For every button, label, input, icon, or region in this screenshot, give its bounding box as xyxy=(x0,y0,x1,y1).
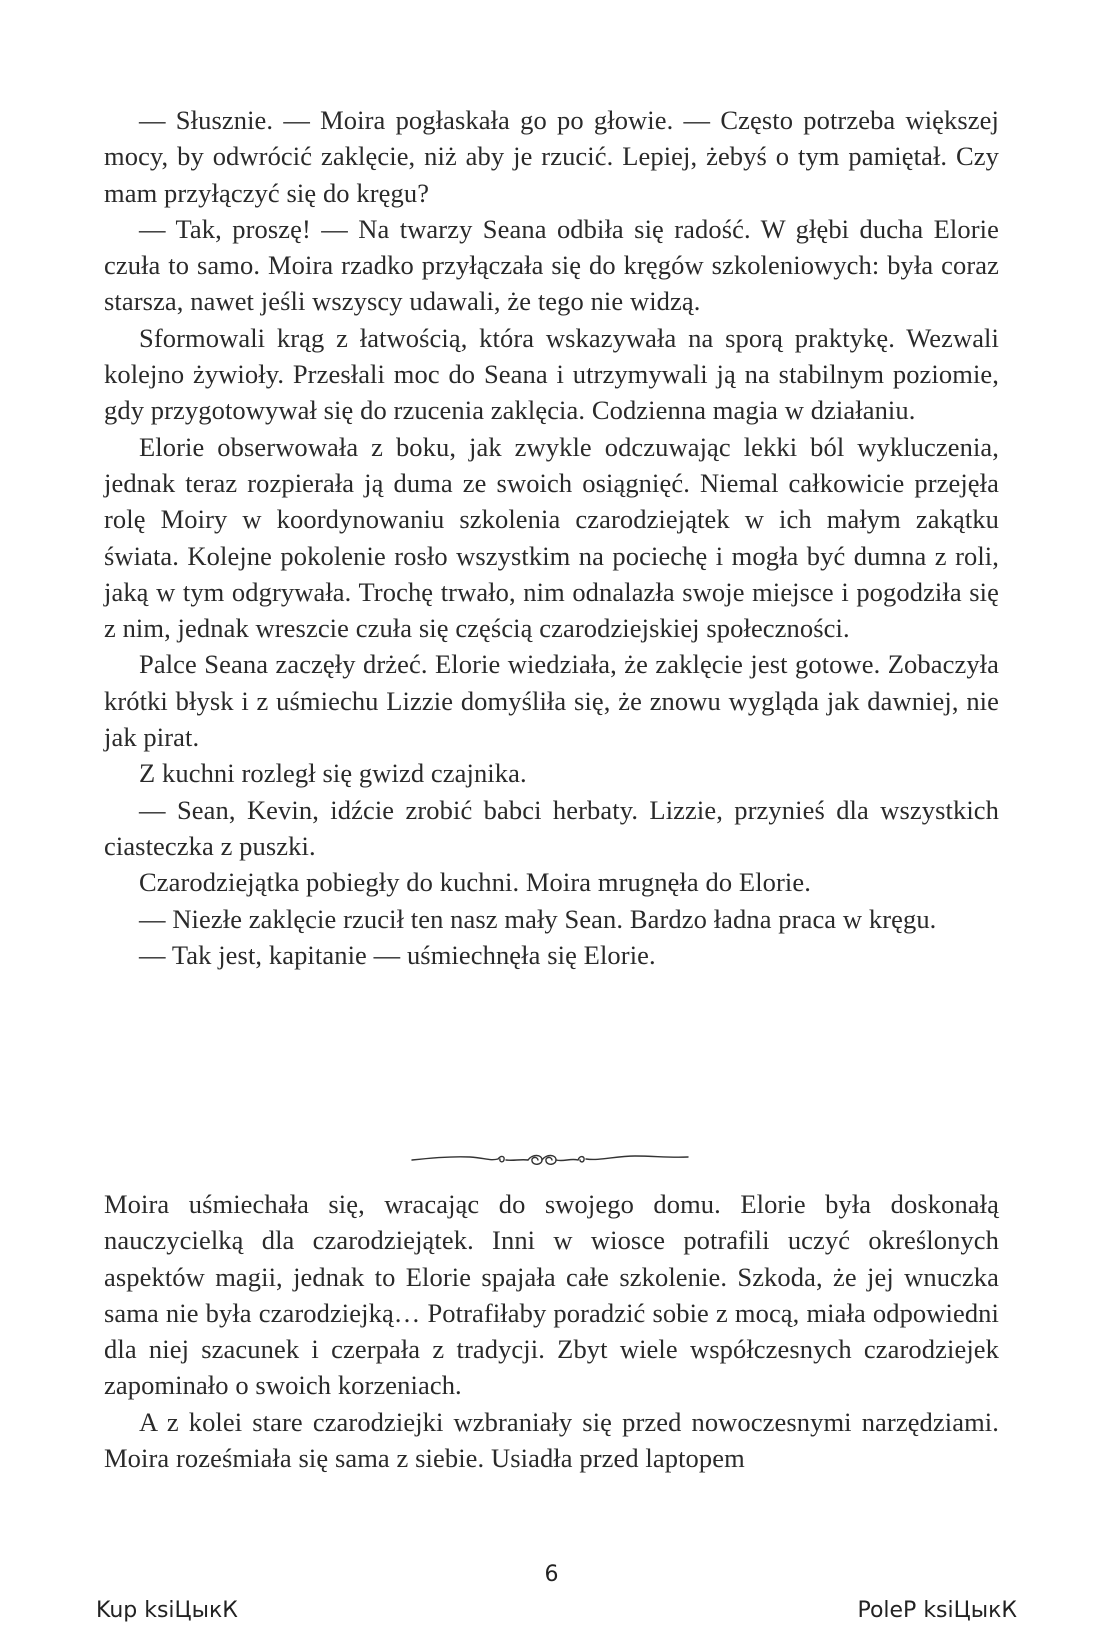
paragraph: Elorie obserwowała z boku, jak zwykle odczuwając lekki ból wykluczenia, jednak teraz rozpierała ją duma ze swoich osiągnięć. Niemal całkowicie przejęła rolę Moiry w koordynowaniu szkolenia czarodziejątek w ich małym zakątku świata. Kolejne pokolenie rosło wszystkim na pociechę i mogła być dumna z roli, jaką w tym odgrywała. Trochę trwało, nim odnalazła swoje miejsce i pogodziła się z nim, jednak wreszcie czuła się częścią czarodziejskiej społeczności. xyxy=(104,431,999,644)
paragraph: Palce Seana zaczęły drżeć. Elorie wiedziała, że zaklęcie jest gotowe. Zobaczyła krótki błysk i z uśmiechu Lizzie domyśliła się, że znowu wygląda jak dawniej, nie jak pirat. xyxy=(104,649,999,753)
paragraph: — Sean, Kevin, idźcie zrobić babci herbaty. Lizzie, przynieś dla wszystkich ciasteczka z puszki. xyxy=(104,794,999,861)
scroll-flourish-ornament-icon xyxy=(410,1144,690,1174)
paragraph: Moira uśmiechała się, wracając do swojego domu. Elorie była doskonałą nauczycielką dla czarodziejątek. Inni w wiosce potrafili uczyć określonych aspektów magii, jednak to Elorie spajała całe szkolenie. Szkoda, że jej wnuczka sama nie była czarodziejką… Potrafiłaby poradzić sobie z mocą, miała odpowiedni dla niej szacunek i czerpała z tradycji. Zbyt wiele współczesnych czarodziejek zapominało o swoich korzeniach. xyxy=(104,1189,999,1401)
paragraph: Czarodziejątka pobiegły do kuchni. Moira mrugnęła do Elorie. xyxy=(139,867,811,898)
footer-right-link[interactable]: PoleP ksiЦыкК xyxy=(857,1598,1017,1623)
paragraph: Sformowali krąg z łatwością, która wskazywała na sporą praktykę. Wezwali kolejno żywioły. Przesłali moc do Seana i utrzymywali ją na stabilnym poziomie, gdy przygotowywał się do rzucenia zaklęcia. Codzienna magia w działaniu. xyxy=(104,322,999,426)
page-number: 6 xyxy=(544,1562,559,1587)
paragraph: — Słusznie. — Moira pogłaskała go po głowie. — Często potrzeba większej mocy, by odwrócić zaklęcie, niż aby je rzucić. Lepiej, żebyś o tym pamiętał. Czy mam przyłączyć się do kręgu? xyxy=(104,105,999,208)
text-block-bottom xyxy=(104,1186,999,1476)
paragraph: A z kolei stare czarodziejki wzbraniały się przed nowoczesnymi narzędziami. Moira roześmiała się sama z siebie. Usiadła przed laptopem xyxy=(104,1406,999,1474)
paragraph: Z kuchni rozległ się gwizd czajnika. xyxy=(139,758,527,789)
paragraph: — Tak, proszę! — Na twarzy Seana odbiła się radość. W głębi ducha Elorie czuła to samo. Moira rzadko przyłączała się do kręgów szkoleniowych: była coraz starsza, nawet jeśli wszyscy udawali, że tego nie widzą. xyxy=(104,213,999,317)
text-block-top xyxy=(104,102,999,973)
paragraph: — Tak jest, kapitanie — uśmiechnęła się Elorie. xyxy=(139,939,656,970)
footer-left-link[interactable]: Kup ksiЦыкК xyxy=(96,1598,238,1623)
paragraph: — Niezłe zaklęcie rzucił ten nasz mały Sean. Bardzo ładna praca w kręgu. xyxy=(139,903,937,934)
